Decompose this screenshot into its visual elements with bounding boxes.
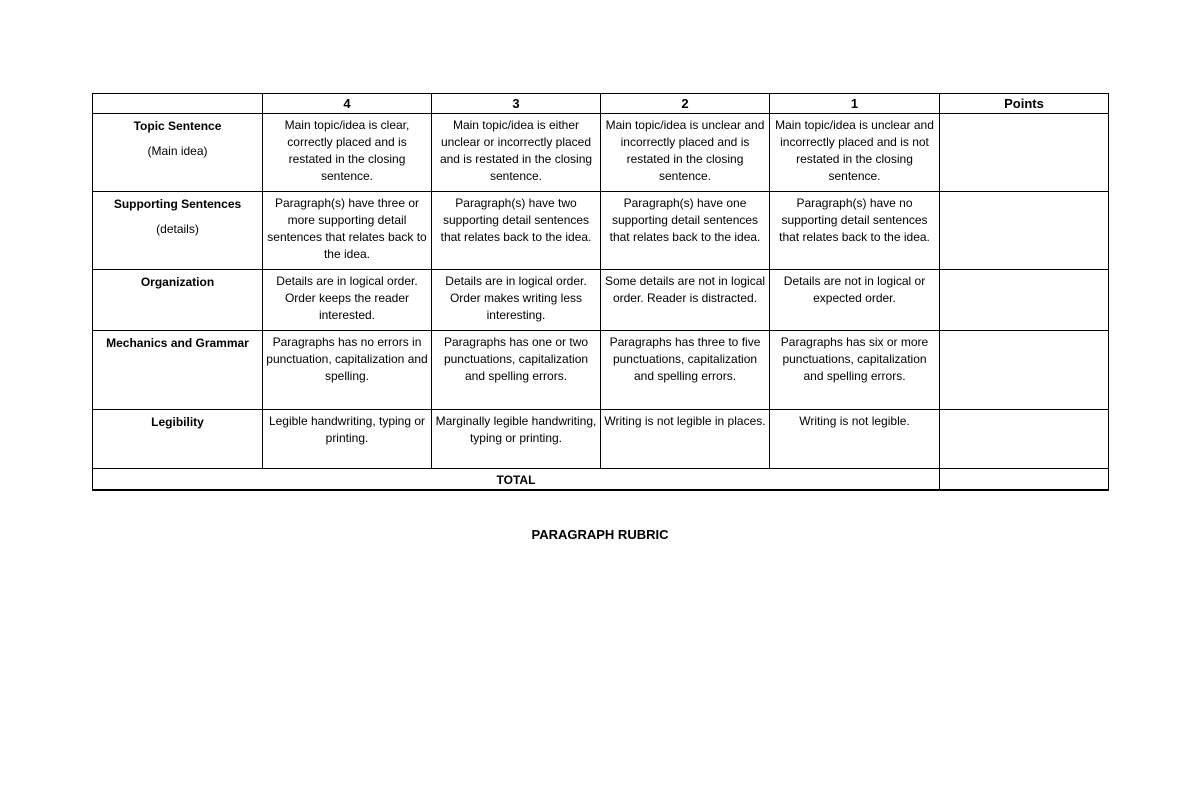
table-row xyxy=(93,192,1109,270)
descriptor-cell: Main topic/idea is clear, correctly placed and is restated in the closing sentence. xyxy=(263,114,432,192)
header-score-1: 1 xyxy=(770,94,940,114)
points-cell xyxy=(940,410,1109,469)
header-score-3: 3 xyxy=(432,94,601,114)
descriptor-cell: Marginally legible handwriting, typing or printing. xyxy=(432,410,601,469)
criterion-cell xyxy=(93,192,263,270)
header-row xyxy=(93,94,1109,114)
criterion-cell xyxy=(93,114,263,192)
criterion-cell xyxy=(93,410,263,469)
criterion-subtitle: (details) xyxy=(156,222,199,236)
points-cell xyxy=(940,192,1109,270)
criterion-name: Topic Sentence xyxy=(133,119,222,133)
header-score-2: 2 xyxy=(601,94,770,114)
table-row xyxy=(93,270,1109,331)
descriptor-cell: Writing is not legible in places. xyxy=(601,410,770,469)
header-points: Points xyxy=(940,94,1109,114)
criterion-name: Legibility xyxy=(151,415,204,429)
table-row xyxy=(93,114,1109,192)
descriptor-cell: Paragraph(s) have three or more supporting detail sentences that relates back to the idea. xyxy=(263,192,432,270)
descriptor-cell: Paragraphs has three to five punctuations, capitalization and spelling errors. xyxy=(601,331,770,410)
rubric-table xyxy=(92,93,1109,491)
descriptor-cell: Details are in logical order. Order keeps the reader interested. xyxy=(263,270,432,331)
table-row xyxy=(93,331,1109,410)
descriptor-cell: Details are in logical order. Order makes writing less interesting. xyxy=(432,270,601,331)
descriptor-cell: Main topic/idea is unclear and incorrectly placed and is restated in the closing sentence. xyxy=(601,114,770,192)
descriptor-cell: Main topic/idea is unclear and incorrectly placed and is not restated in the closing sentence. xyxy=(770,114,940,192)
criterion-name: Mechanics and Grammar xyxy=(106,336,249,350)
descriptor-cell: Main topic/idea is either unclear or incorrectly placed and is restated in the closing sentence. xyxy=(432,114,601,192)
points-cell xyxy=(940,331,1109,410)
descriptor-cell: Paragraph(s) have one supporting detail sentences that relates back to the idea. xyxy=(601,192,770,270)
descriptor-cell: Paragraph(s) have two supporting detail sentences that relates back to the idea. xyxy=(432,192,601,270)
criterion-name: Organization xyxy=(140,275,215,289)
page-title: PARAGRAPH RUBRIC xyxy=(531,527,669,542)
descriptor-cell: Legible handwriting, typing or printing. xyxy=(263,410,432,469)
criterion-subtitle: (Main idea) xyxy=(147,144,208,158)
table-row xyxy=(93,410,1109,469)
points-cell xyxy=(940,270,1109,331)
descriptor-cell: Writing is not legible. xyxy=(770,410,940,469)
header-score-4: 4 xyxy=(263,94,432,114)
descriptor-cell: Details are not in logical or expected order. xyxy=(770,270,940,331)
criterion-name: Supporting Sentences xyxy=(113,197,242,211)
header-blank xyxy=(93,94,263,114)
points-cell xyxy=(940,114,1109,192)
total-label: TOTAL xyxy=(93,469,940,491)
total-row xyxy=(93,469,1109,491)
descriptor-cell: Paragraphs has six or more punctuations, capitalization and spelling errors. xyxy=(770,331,940,410)
criterion-cell xyxy=(93,331,263,410)
criterion-cell xyxy=(93,270,263,331)
descriptor-cell: Paragraphs has one or two punctuations, capitalization and spelling errors. xyxy=(432,331,601,410)
descriptor-cell: Some details are not in logical order. Reader is distracted. xyxy=(601,270,770,331)
descriptor-cell: Paragraphs has no errors in punctuation, capitalization and spelling. xyxy=(263,331,432,410)
total-points-cell xyxy=(940,469,1109,491)
descriptor-cell: Paragraph(s) have no supporting detail sentences that relates back to the idea. xyxy=(770,192,940,270)
